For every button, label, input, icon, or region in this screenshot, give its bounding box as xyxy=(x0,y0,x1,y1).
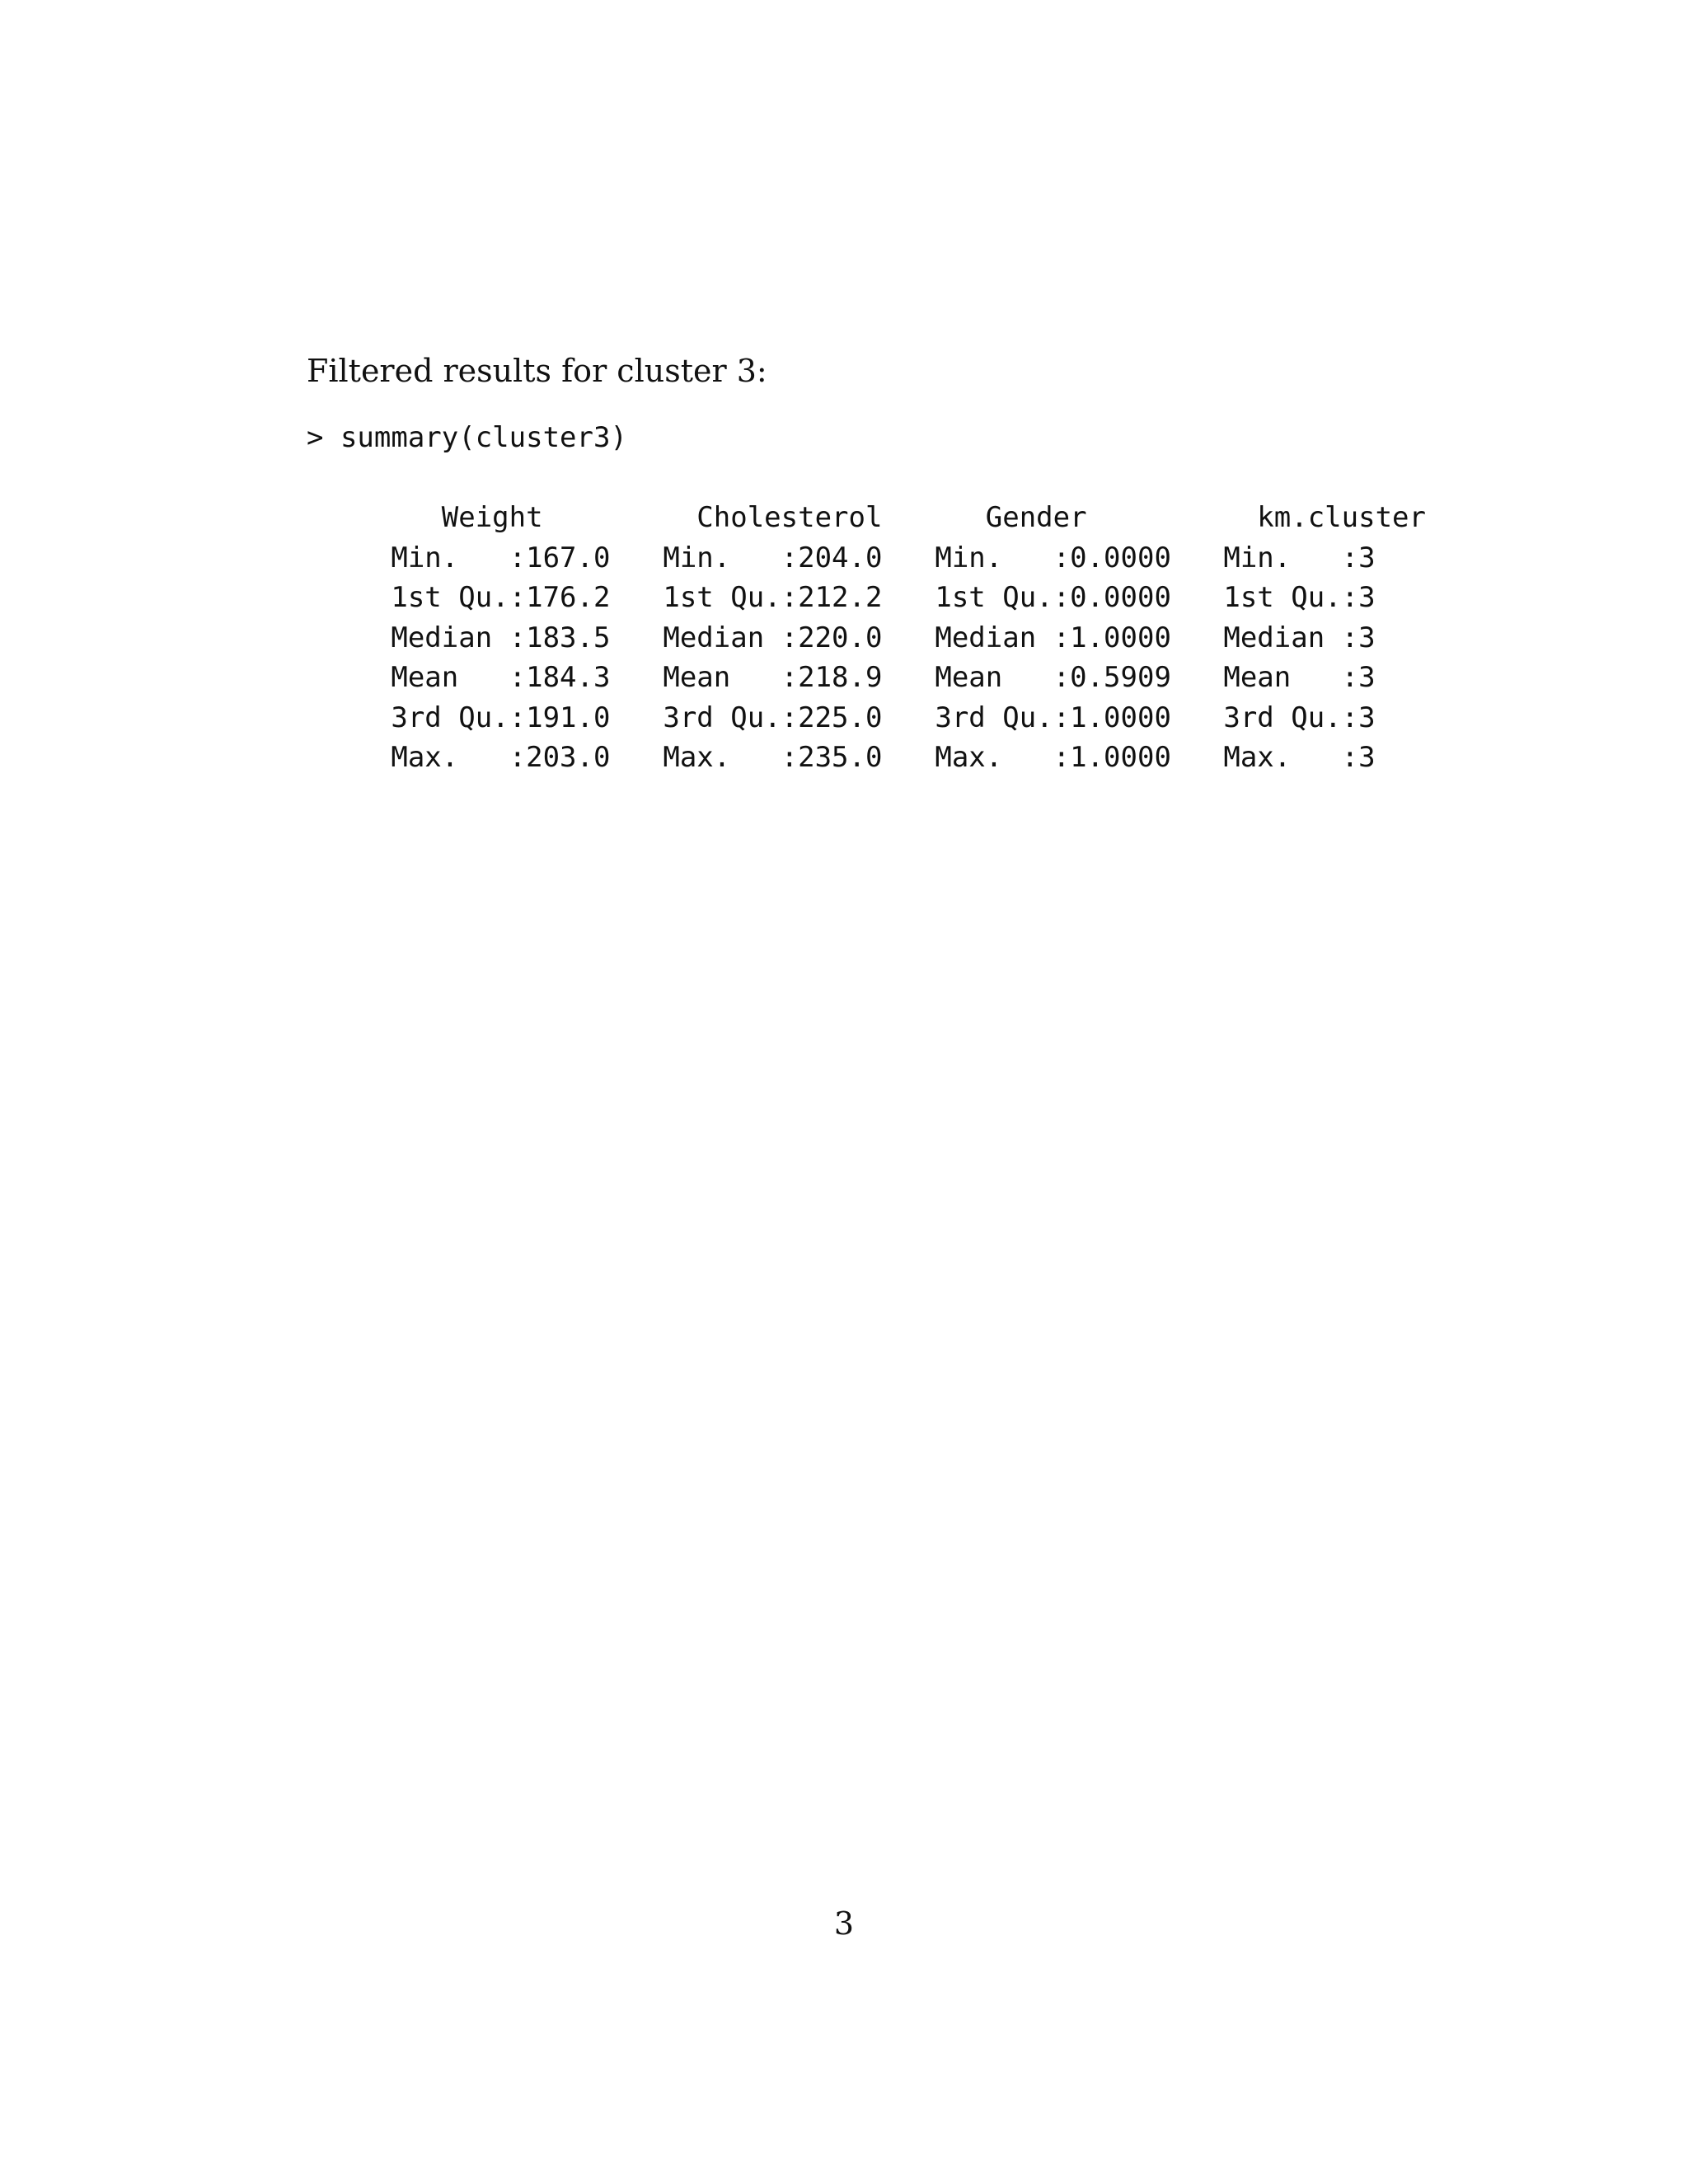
cell-gender: Max. :1.0000 xyxy=(917,741,1171,774)
r-console-output xyxy=(307,418,1446,774)
cell-gender: Mean :0.5909 xyxy=(917,661,1171,694)
header-km-cluster: km.cluster xyxy=(1206,501,1426,534)
cell-weight: Median :183.5 xyxy=(373,621,611,654)
cell-weight: 3rd Qu.:191.0 xyxy=(373,701,611,734)
cell-gender: Min. :0.0000 xyxy=(917,541,1171,574)
cell-km-cluster: 1st Qu.:3 xyxy=(1206,581,1376,614)
page-number: 3 xyxy=(833,1905,855,1942)
cell-km-cluster: Min. :3 xyxy=(1206,541,1376,574)
cell-weight: Max. :203.0 xyxy=(373,741,611,774)
cell-km-cluster: Median :3 xyxy=(1206,621,1376,654)
header-gender: Gender xyxy=(917,501,1087,534)
summary-header-row xyxy=(307,458,1446,534)
cell-weight: 1st Qu.:176.2 xyxy=(373,581,611,614)
cell-gender: 1st Qu.:0.0000 xyxy=(917,581,1171,614)
cell-cholesterol: Mean :218.9 xyxy=(645,661,883,694)
cell-cholesterol: Max. :235.0 xyxy=(645,741,883,774)
cell-gender: 3rd Qu.:1.0000 xyxy=(917,701,1171,734)
cell-km-cluster: 3rd Qu.:3 xyxy=(1206,701,1376,734)
cell-cholesterol: 3rd Qu.:225.0 xyxy=(645,701,883,734)
header-cholesterol: Cholesterol xyxy=(645,501,883,534)
cell-cholesterol: Min. :204.0 xyxy=(645,541,883,574)
cell-km-cluster: Mean :3 xyxy=(1206,661,1376,694)
cell-km-cluster: Max. :3 xyxy=(1206,741,1376,774)
cell-cholesterol: Median :220.0 xyxy=(645,621,883,654)
cell-cholesterol: 1st Qu.:212.2 xyxy=(645,581,883,614)
intro-text: Filtered results for cluster 3: xyxy=(307,353,767,389)
cell-weight: Min. :167.0 xyxy=(373,541,611,574)
cell-gender: Median :1.0000 xyxy=(917,621,1171,654)
console-command: > summary(cluster3) xyxy=(307,421,627,454)
cell-weight: Mean :184.3 xyxy=(373,661,611,694)
header-weight: Weight xyxy=(373,501,543,534)
